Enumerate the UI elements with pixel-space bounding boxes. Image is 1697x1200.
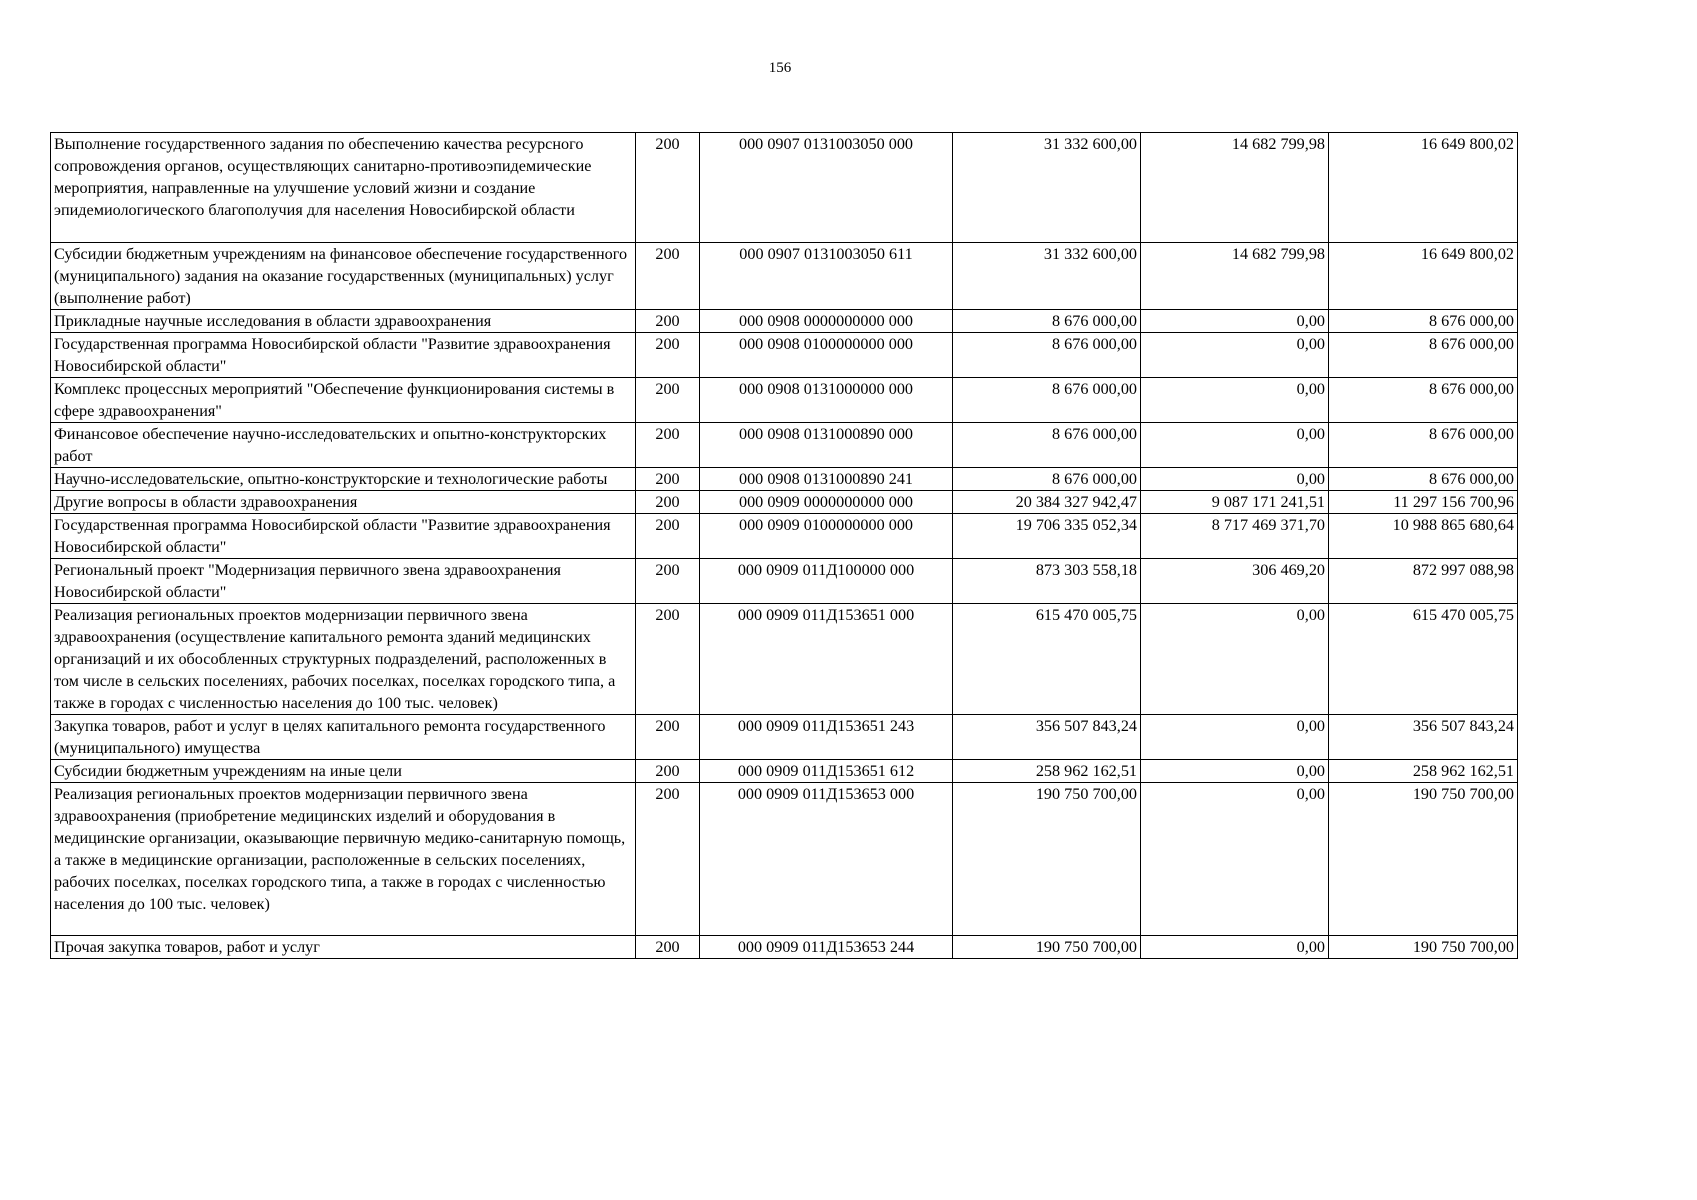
row-approved: 190 750 700,00 xyxy=(953,783,1141,936)
row-name: Государственная программа Новосибирской области "Развитие здравоохранения Новосибирской области" xyxy=(51,333,636,378)
row-name: Другие вопросы в области здравоохранения xyxy=(51,491,636,514)
row-line-code: 200 xyxy=(636,333,700,378)
row-name: Прикладные научные исследования в области здравоохранения xyxy=(51,310,636,333)
row-executed: 306 469,20 xyxy=(1141,559,1329,604)
row-classifier: 000 0909 011Д153651 243 xyxy=(700,715,953,760)
row-approved: 258 962 162,51 xyxy=(953,760,1141,783)
row-unexecuted: 615 470 005,75 xyxy=(1329,604,1518,715)
row-executed: 0,00 xyxy=(1141,715,1329,760)
row-classifier: 000 0909 011Д153651 612 xyxy=(700,760,953,783)
table-row xyxy=(51,133,1518,243)
row-name: Прочая закупка товаров, работ и услуг xyxy=(51,936,636,959)
row-line-code: 200 xyxy=(636,783,700,936)
row-approved: 31 332 600,00 xyxy=(953,243,1141,310)
row-unexecuted: 8 676 000,00 xyxy=(1329,310,1518,333)
row-line-code: 200 xyxy=(636,760,700,783)
row-classifier: 000 0909 011Д153651 000 xyxy=(700,604,953,715)
row-classifier: 000 0909 011Д153653 000 xyxy=(700,783,953,936)
row-name: Научно-исследовательские, опытно-конструкторские и технологические работы xyxy=(51,468,636,491)
row-approved: 8 676 000,00 xyxy=(953,378,1141,423)
row-unexecuted: 258 962 162,51 xyxy=(1329,760,1518,783)
row-name: Выполнение государственного задания по обеспечению качества ресурсного сопровождения органов, осуществляющих санитарно-противоэпидемические мероприятия, направленные на улучшение условий жизни и создание эпидемиологического благополучия для населения Новосибирской области xyxy=(51,133,636,243)
row-executed: 14 682 799,98 xyxy=(1141,243,1329,310)
row-line-code: 200 xyxy=(636,604,700,715)
row-approved: 8 676 000,00 xyxy=(953,468,1141,491)
row-name: Региональный проект "Модернизация первичного звена здравоохранения Новосибирской области" xyxy=(51,559,636,604)
row-approved: 615 470 005,75 xyxy=(953,604,1141,715)
row-unexecuted: 10 988 865 680,64 xyxy=(1329,514,1518,559)
row-approved: 356 507 843,24 xyxy=(953,715,1141,760)
row-executed: 14 682 799,98 xyxy=(1141,133,1329,243)
row-executed: 9 087 171 241,51 xyxy=(1141,491,1329,514)
row-executed: 0,00 xyxy=(1141,936,1329,959)
budget-execution-table xyxy=(50,132,1518,959)
row-unexecuted: 872 997 088,98 xyxy=(1329,559,1518,604)
row-approved: 873 303 558,18 xyxy=(953,559,1141,604)
row-line-code: 200 xyxy=(636,559,700,604)
row-classifier: 000 0908 0100000000 000 xyxy=(700,333,953,378)
row-approved: 19 706 335 052,34 xyxy=(953,514,1141,559)
table-row xyxy=(51,468,1518,491)
row-executed: 0,00 xyxy=(1141,468,1329,491)
row-unexecuted: 8 676 000,00 xyxy=(1329,423,1518,468)
row-classifier: 000 0909 0000000000 000 xyxy=(700,491,953,514)
row-classifier: 000 0908 0131000890 000 xyxy=(700,423,953,468)
row-executed: 0,00 xyxy=(1141,783,1329,936)
row-line-code: 200 xyxy=(636,491,700,514)
row-unexecuted: 190 750 700,00 xyxy=(1329,936,1518,959)
row-classifier: 000 0909 011Д153653 244 xyxy=(700,936,953,959)
row-line-code: 200 xyxy=(636,936,700,959)
row-name: Реализация региональных проектов модернизации первичного звена здравоохранения (приобретение медицинских изделий и оборудования в медицинские организации, оказывающие первичную медико-санитарную помощь, а также в медицинские организации, расположенные в сельских поселениях, рабочих поселках, поселках городского типа, а также в городах с численностью населения до 100 тыс. человек) xyxy=(51,783,636,936)
table-row xyxy=(51,491,1518,514)
row-classifier: 000 0907 0131003050 611 xyxy=(700,243,953,310)
row-classifier: 000 0909 011Д100000 000 xyxy=(700,559,953,604)
row-executed: 0,00 xyxy=(1141,604,1329,715)
row-approved: 20 384 327 942,47 xyxy=(953,491,1141,514)
table-row xyxy=(51,333,1518,378)
row-name: Реализация региональных проектов модернизации первичного звена здравоохранения (осуществление капитального ремонта зданий медицинских организаций и их обособленных структурных подразделений, расположенных в том числе в сельских поселениях, рабочих поселках, поселках городского типа, а также в городах с численностью населения до 100 тыс. человек) xyxy=(51,604,636,715)
table-row xyxy=(51,559,1518,604)
row-unexecuted: 356 507 843,24 xyxy=(1329,715,1518,760)
table-row xyxy=(51,243,1518,310)
row-classifier: 000 0907 0131003050 000 xyxy=(700,133,953,243)
row-line-code: 200 xyxy=(636,378,700,423)
row-line-code: 200 xyxy=(636,468,700,491)
row-unexecuted: 190 750 700,00 xyxy=(1329,783,1518,936)
row-classifier: 000 0909 0100000000 000 xyxy=(700,514,953,559)
row-approved: 190 750 700,00 xyxy=(953,936,1141,959)
row-executed: 8 717 469 371,70 xyxy=(1141,514,1329,559)
row-classifier: 000 0908 0131000000 000 xyxy=(700,378,953,423)
row-name: Закупка товаров, работ и услуг в целях капитального ремонта государственного (муниципального) имущества xyxy=(51,715,636,760)
row-approved: 8 676 000,00 xyxy=(953,333,1141,378)
row-classifier: 000 0908 0000000000 000 xyxy=(700,310,953,333)
row-executed: 0,00 xyxy=(1141,423,1329,468)
row-line-code: 200 xyxy=(636,243,700,310)
row-unexecuted: 8 676 000,00 xyxy=(1329,468,1518,491)
row-unexecuted: 8 676 000,00 xyxy=(1329,378,1518,423)
row-name: Субсидии бюджетным учреждениям на финансовое обеспечение государственного (муниципального) задания на оказание государственных (муниципальных) услуг (выполнение работ) xyxy=(51,243,636,310)
row-approved: 8 676 000,00 xyxy=(953,423,1141,468)
row-classifier: 000 0908 0131000890 241 xyxy=(700,468,953,491)
row-unexecuted: 16 649 800,02 xyxy=(1329,243,1518,310)
table-row xyxy=(51,310,1518,333)
row-executed: 0,00 xyxy=(1141,378,1329,423)
row-executed: 0,00 xyxy=(1141,760,1329,783)
table-row xyxy=(51,604,1518,715)
table-row xyxy=(51,378,1518,423)
row-name: Субсидии бюджетным учреждениям на иные цели xyxy=(51,760,636,783)
row-approved: 31 332 600,00 xyxy=(953,133,1141,243)
row-name: Финансовое обеспечение научно-исследовательских и опытно-конструкторских работ xyxy=(51,423,636,468)
row-line-code: 200 xyxy=(636,423,700,468)
page-number: 156 xyxy=(768,60,792,76)
row-unexecuted: 11 297 156 700,96 xyxy=(1329,491,1518,514)
row-executed: 0,00 xyxy=(1141,310,1329,333)
table-row xyxy=(51,423,1518,468)
row-name: Комплекс процессных мероприятий "Обеспечение функционирования системы в сфере здравоохранения" xyxy=(51,378,636,423)
row-unexecuted: 16 649 800,02 xyxy=(1329,133,1518,243)
row-approved: 8 676 000,00 xyxy=(953,310,1141,333)
row-name: Государственная программа Новосибирской области "Развитие здравоохранения Новосибирской области" xyxy=(51,514,636,559)
table-row xyxy=(51,936,1518,959)
table-row xyxy=(51,760,1518,783)
row-line-code: 200 xyxy=(636,715,700,760)
row-line-code: 200 xyxy=(636,133,700,243)
row-unexecuted: 8 676 000,00 xyxy=(1329,333,1518,378)
table-row xyxy=(51,783,1518,936)
table-row xyxy=(51,715,1518,760)
table-row xyxy=(51,514,1518,559)
row-line-code: 200 xyxy=(636,514,700,559)
row-executed: 0,00 xyxy=(1141,333,1329,378)
row-line-code: 200 xyxy=(636,310,700,333)
